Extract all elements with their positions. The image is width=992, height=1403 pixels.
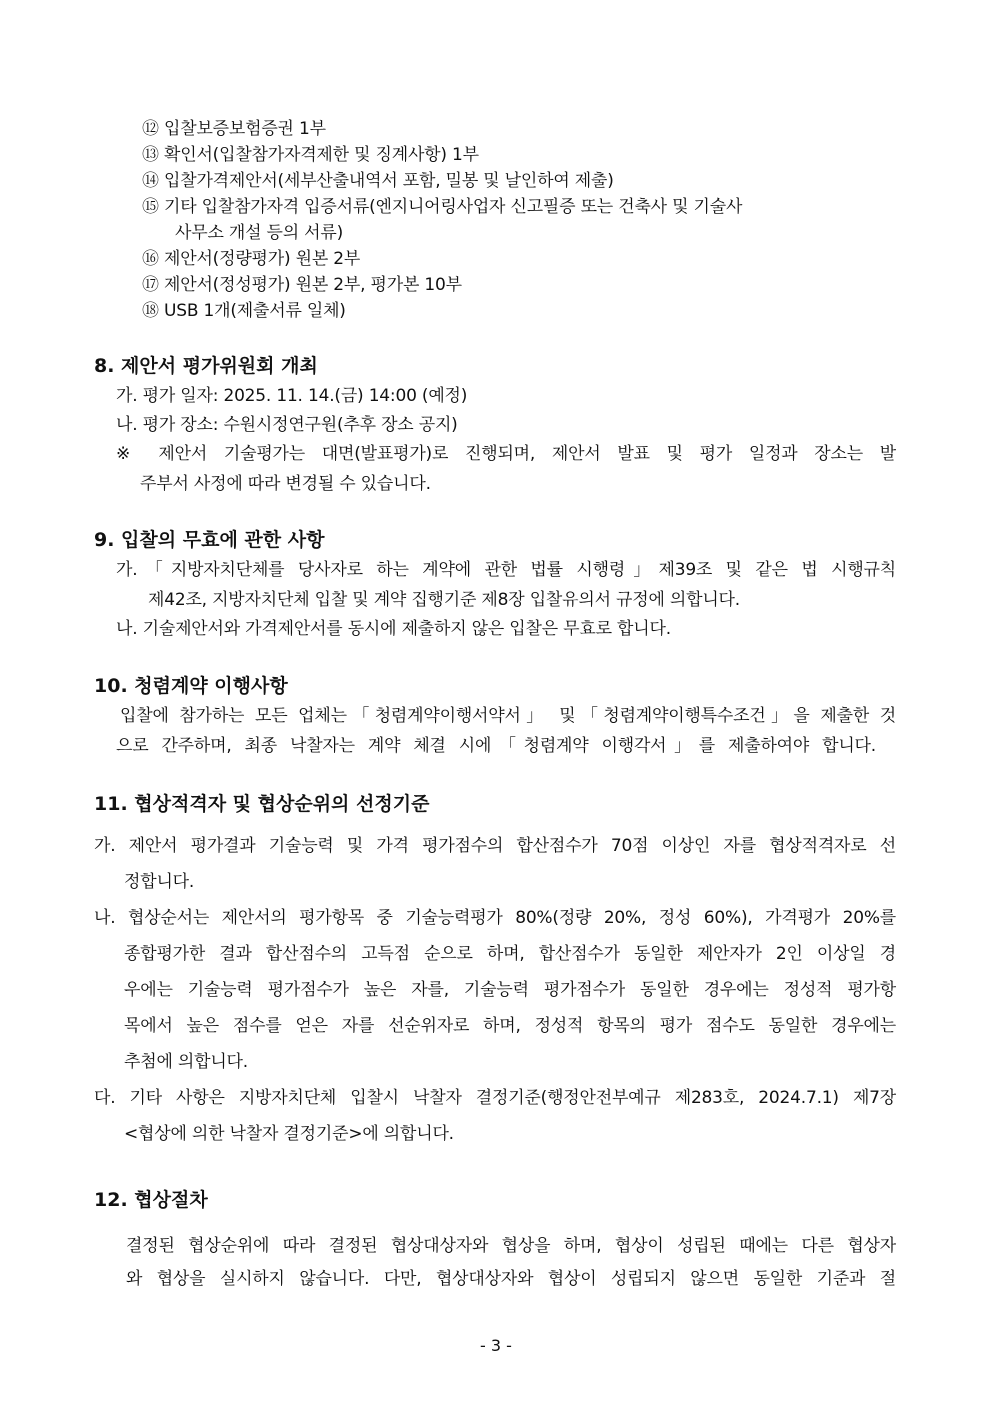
- paragraph: 나. 평가 장소: 수원시정연구원(추후 장소 공지): [116, 415, 458, 435]
- section-heading-10: 10. 청렴계약 이행사항: [94, 675, 288, 697]
- paragraph: 목에서 높은 점수를 얻은 자를 선순위자로 하며, 정성적 항목의 평가 점수도 동일한 경우에는: [124, 1016, 896, 1036]
- paragraph: 추첨에 의합니다.: [124, 1052, 248, 1072]
- section-heading-11: 11. 협상적격자 및 협상순위의 선정기준: [94, 793, 430, 815]
- paragraph: 나. 기술제안서와 가격제안서를 동시에 제출하지 않은 입찰은 무효로 합니다.: [116, 619, 671, 639]
- list-item: ⑫ 입찰보증보험증권 1부: [142, 119, 326, 139]
- paragraph: 가. 제안서 평가결과 기술능력 및 가격 평가점수의 합산점수가 70점 이상인 자를 협상적격자로 선: [94, 836, 896, 856]
- paragraph: 제42조, 지방자치단체 입찰 및 계약 집행기준 제8장 입찰유의서 규정에 의합니다.: [148, 590, 740, 610]
- paragraph: 우에는 기술능력 평가점수가 높은 자를, 기술능력 평가점수가 동일한 경우에는 정성적 평가항: [124, 980, 896, 1000]
- list-item: ⑭ 입찰가격제안서(세부산출내역서 포함, 밀봉 및 날인하여 제출): [142, 171, 614, 191]
- paragraph: 으로 간주하며, 최종 낙찰자는 계약 체결 시에「청렴계약 이행각서」를 제출하여야 합니다.: [116, 736, 876, 756]
- list-item: ⑬ 확인서(입찰참가자격제한 및 징계사항) 1부: [142, 145, 479, 165]
- list-item: ⑱ USB 1개(제출서류 일체): [142, 301, 346, 321]
- paragraph: 입찰에 참가하는 모든 업체는「청렴계약이행서약서」 및「청렴계약이행특수조건」을 제출한 것: [120, 706, 896, 726]
- paragraph: 가. 평가 일자: 2025. 11. 14.(금) 14:00 (예정): [116, 386, 468, 406]
- note: 주부서 사정에 따라 변경될 수 있습니다.: [140, 474, 431, 494]
- paragraph: 다. 기타 사항은 지방자치단체 입찰시 낙찰자 결정기준(행정안전부예규 제283호, 2024.7.1) 제7장: [94, 1088, 896, 1108]
- paragraph: 가.「지방자치단체를 당사자로 하는 계약에 관한 법률 시행령」제39조 및 같은 법 시행규칙: [116, 560, 896, 580]
- paragraph: 나. 협상순서는 제안서의 평가항목 중 기술능력평가 80%(정량 20%, 정성 60%), 가격평가 20%를: [94, 908, 896, 928]
- note: ※ 제안서 기술평가는 대면(발표평가)로 진행되며, 제안서 발표 및 평가 일정과 장소는 발: [116, 444, 896, 464]
- paragraph: 와 협상을 실시하지 않습니다. 다만, 협상대상자와 협상이 성립되지 않으면 동일한 기준과 절: [126, 1269, 896, 1289]
- section-heading-12: 12. 협상절차: [94, 1189, 208, 1211]
- paragraph: <협상에 의한 낙찰자 결정기준>에 의합니다.: [124, 1124, 454, 1144]
- section-heading-9: 9. 입찰의 무효에 관한 사항: [94, 529, 325, 551]
- list-item: 사무소 개설 등의 서류): [175, 223, 344, 243]
- section-heading-8: 8. 제안서 평가위원회 개최: [94, 355, 318, 377]
- paragraph: 종합평가한 결과 합산점수의 고득점 순으로 하며, 합산점수가 동일한 제안자가 2인 이상일 경: [124, 944, 896, 964]
- list-item: ⑰ 제안서(정성평가) 원본 2부, 평가본 10부: [142, 275, 462, 295]
- paragraph: 결정된 협상순위에 따라 결정된 협상대상자와 협상을 하며, 협상이 성립된 때에는 다른 협상자: [126, 1236, 896, 1256]
- list-item: ⑮ 기타 입찰참가자격 입증서류(엔지니어링사업자 신고필증 또는 건축사 및 기술사: [142, 197, 743, 217]
- page-number: - 3 -: [480, 1336, 512, 1355]
- list-item: ⑯ 제안서(정량평가) 원본 2부: [142, 249, 361, 269]
- paragraph: 정합니다.: [124, 872, 195, 892]
